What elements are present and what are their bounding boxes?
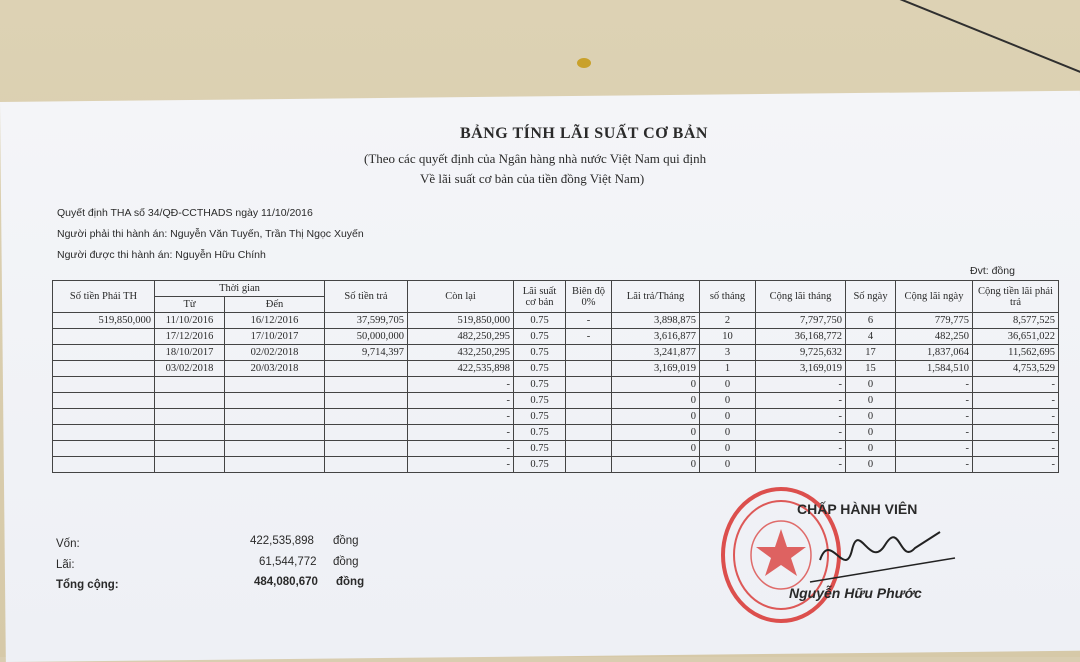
cell-payable: 36,651,022 [973, 329, 1059, 345]
decision-reference: Quyết định THA số 34/QĐ-CCTHADS ngày 11/10/2016 [57, 207, 313, 219]
cell-day-total: - [896, 457, 973, 473]
cell-margin [566, 457, 612, 473]
cell-from [155, 441, 225, 457]
cell-month-total: 7,797,750 [756, 313, 846, 329]
cell-months: 0 [700, 425, 756, 441]
cell-base-rate: 0.75 [514, 409, 566, 425]
cell-remaining: - [408, 457, 514, 473]
cell-remaining: 482,250,295 [408, 329, 514, 345]
cell-payable: 4,753,529 [973, 361, 1059, 377]
cell-month-total: 3,169,019 [756, 361, 846, 377]
header-to: Đến [225, 297, 325, 313]
header-base-rate: Lãi suất cơ bản [514, 281, 566, 313]
cell-amount-due [53, 457, 155, 473]
cell-base-rate: 0.75 [514, 393, 566, 409]
capital-currency: đồng [333, 535, 359, 547]
cell-day-total: 779,775 [896, 313, 973, 329]
cell-interest-month: 3,169,019 [612, 361, 700, 377]
cell-paid: 50,000,000 [325, 329, 408, 345]
cell-from [155, 409, 225, 425]
cell-interest-month: 3,898,875 [612, 313, 700, 329]
cell-month-total: - [756, 441, 846, 457]
cell-from [155, 377, 225, 393]
cell-month-total: - [756, 425, 846, 441]
header-paid: Số tiền trả [325, 281, 408, 313]
cell-from: 11/10/2016 [155, 313, 225, 329]
cell-interest-month: 0 [612, 409, 700, 425]
cell-paid [325, 425, 408, 441]
total-currency: đồng [336, 576, 365, 588]
header-from: Từ [155, 297, 225, 313]
cell-amount-due [53, 441, 155, 457]
header-interest-month: Lãi trả/Tháng [612, 281, 700, 313]
cell-month-total: - [756, 457, 846, 473]
header-total-month-interest: Cộng lãi tháng [756, 281, 846, 313]
cell-paid [325, 457, 408, 473]
cell-day-total: - [896, 441, 973, 457]
cell-paid: 9,714,397 [325, 345, 408, 361]
cell-to [225, 377, 325, 393]
document-title: BẢNG TÍNH LÃI SUẤT CƠ BẢN [460, 125, 708, 142]
surface-stain [577, 58, 591, 68]
cell-day-total: - [896, 409, 973, 425]
cell-remaining: - [408, 377, 514, 393]
cell-day-total: 1,837,064 [896, 345, 973, 361]
cell-to [225, 457, 325, 473]
cell-remaining: 432,250,295 [408, 345, 514, 361]
cell-day-total: 482,250 [896, 329, 973, 345]
interest-currency: đồng [333, 556, 359, 568]
cell-margin: - [566, 329, 612, 345]
cell-payable: - [973, 457, 1059, 473]
cell-days: 0 [846, 457, 896, 473]
cell-months: 0 [700, 409, 756, 425]
table-row [53, 345, 1059, 361]
officer-name: Nguyễn Hữu Phước [789, 585, 922, 601]
cell-remaining: 519,850,000 [408, 313, 514, 329]
cell-amount-due [53, 377, 155, 393]
table-row [53, 361, 1059, 377]
cell-remaining: - [408, 441, 514, 457]
cell-months: 0 [700, 457, 756, 473]
cell-month-total: 36,168,772 [756, 329, 846, 345]
cell-month-total: - [756, 409, 846, 425]
table-row [53, 425, 1059, 441]
unit-label: Đvt: đồng [970, 265, 1015, 277]
cell-days: 0 [846, 441, 896, 457]
cell-paid [325, 361, 408, 377]
cell-days: 0 [846, 425, 896, 441]
cell-to: 20/03/2018 [225, 361, 325, 377]
creditor-line: Người được thi hành án: Nguyễn Hữu Chính [57, 249, 266, 261]
cell-days: 6 [846, 313, 896, 329]
cell-months: 3 [700, 345, 756, 361]
cell-payable: 8,577,525 [973, 313, 1059, 329]
cell-month-total: 9,725,632 [756, 345, 846, 361]
table-row [53, 457, 1059, 473]
cell-interest-month: 0 [612, 457, 700, 473]
cell-payable: - [973, 441, 1059, 457]
cell-base-rate: 0.75 [514, 345, 566, 361]
interest-table [52, 280, 1059, 473]
cell-days: 17 [846, 345, 896, 361]
interest-value: 61,544,772 [259, 556, 317, 568]
capital-value: 422,535,898 [250, 535, 314, 547]
cell-paid [325, 377, 408, 393]
document-subtitle-line2: Về lãi suất cơ bản của tiền đồng Việt Nam) [420, 171, 645, 186]
cell-day-total: 1,584,510 [896, 361, 973, 377]
cell-days: 15 [846, 361, 896, 377]
cell-amount-due [53, 345, 155, 361]
cell-to [225, 393, 325, 409]
cell-amount-due [53, 425, 155, 441]
header-days: Số ngày [846, 281, 896, 313]
header-amount-due: Số tiền Phải TH [53, 281, 155, 313]
header-total-day-interest: Cộng lãi ngày [896, 281, 973, 313]
table-row [53, 409, 1059, 425]
handwritten-signature [790, 520, 960, 590]
cell-margin [566, 361, 612, 377]
cell-month-total: - [756, 377, 846, 393]
header-total-payable: Cộng tiền lãi phải trả [973, 281, 1059, 313]
cell-base-rate: 0.75 [514, 361, 566, 377]
header-margin: Biên độ 0% [566, 281, 612, 313]
cell-paid [325, 441, 408, 457]
cell-base-rate: 0.75 [514, 425, 566, 441]
total-label: Tổng cộng: [56, 579, 119, 591]
cell-interest-month: 3,616,877 [612, 329, 700, 345]
cell-day-total: - [896, 393, 973, 409]
cell-to [225, 441, 325, 457]
cell-payable: - [973, 425, 1059, 441]
cell-remaining: - [408, 409, 514, 425]
cell-to [225, 425, 325, 441]
cell-from: 18/10/2017 [155, 345, 225, 361]
cell-amount-due: 519,850,000 [53, 313, 155, 329]
header-months: số tháng [700, 281, 756, 313]
table-row [53, 393, 1059, 409]
cell-to [225, 409, 325, 425]
cell-margin [566, 425, 612, 441]
cell-payable: 11,562,695 [973, 345, 1059, 361]
cell-paid [325, 393, 408, 409]
cell-days: 0 [846, 377, 896, 393]
total-value: 484,080,670 [254, 576, 318, 588]
cell-base-rate: 0.75 [514, 329, 566, 345]
cell-months: 1 [700, 361, 756, 377]
cell-days: 0 [846, 409, 896, 425]
cell-base-rate: 0.75 [514, 313, 566, 329]
cell-base-rate: 0.75 [514, 377, 566, 393]
cell-interest-month: 0 [612, 441, 700, 457]
cell-margin: - [566, 313, 612, 329]
cell-months: 0 [700, 441, 756, 457]
cell-from: 17/12/2016 [155, 329, 225, 345]
cell-days: 0 [846, 393, 896, 409]
cell-base-rate: 0.75 [514, 441, 566, 457]
cell-payable: - [973, 377, 1059, 393]
cell-from: 03/02/2018 [155, 361, 225, 377]
cell-from [155, 393, 225, 409]
cell-interest-month: 0 [612, 377, 700, 393]
officer-title: CHẤP HÀNH VIÊN [797, 501, 918, 517]
table-row [53, 441, 1059, 457]
cell-interest-month: 0 [612, 393, 700, 409]
cell-amount-due [53, 409, 155, 425]
cell-remaining: - [408, 425, 514, 441]
cell-from [155, 457, 225, 473]
cell-base-rate: 0.75 [514, 457, 566, 473]
cell-remaining: 422,535,898 [408, 361, 514, 377]
table-row [53, 313, 1059, 329]
cell-day-total: - [896, 377, 973, 393]
cell-margin [566, 409, 612, 425]
header-period: Thời gian [155, 281, 325, 297]
cell-payable: - [973, 393, 1059, 409]
interest-label: Lãi: [56, 559, 75, 571]
cell-interest-month: 3,241,877 [612, 345, 700, 361]
cell-amount-due [53, 329, 155, 345]
cell-from [155, 425, 225, 441]
cell-margin [566, 377, 612, 393]
cell-month-total: - [756, 393, 846, 409]
debtor-line: Người phải thi hành án: Nguyễn Văn Tuyến, Trần Thị Ngọc Xuyến [57, 228, 364, 240]
cell-remaining: - [408, 393, 514, 409]
cell-paid: 37,599,705 [325, 313, 408, 329]
header-remaining: Còn lại [408, 281, 514, 313]
cell-months: 0 [700, 393, 756, 409]
cell-margin [566, 345, 612, 361]
cell-margin [566, 393, 612, 409]
cell-to: 17/10/2017 [225, 329, 325, 345]
cell-amount-due [53, 361, 155, 377]
cell-months: 0 [700, 377, 756, 393]
document-subtitle-line1: (Theo các quyết định của Ngân hàng nhà nước Việt Nam qui định [364, 151, 707, 166]
cell-amount-due [53, 393, 155, 409]
capital-label: Vốn: [56, 538, 80, 550]
cell-months: 2 [700, 313, 756, 329]
cell-months: 10 [700, 329, 756, 345]
cell-days: 4 [846, 329, 896, 345]
cell-payable: - [973, 409, 1059, 425]
table-row [53, 329, 1059, 345]
cell-to: 16/12/2016 [225, 313, 325, 329]
cell-interest-month: 0 [612, 425, 700, 441]
cell-margin [566, 441, 612, 457]
cell-paid [325, 409, 408, 425]
cell-to: 02/02/2018 [225, 345, 325, 361]
cell-day-total: - [896, 425, 973, 441]
table-row [53, 377, 1059, 393]
